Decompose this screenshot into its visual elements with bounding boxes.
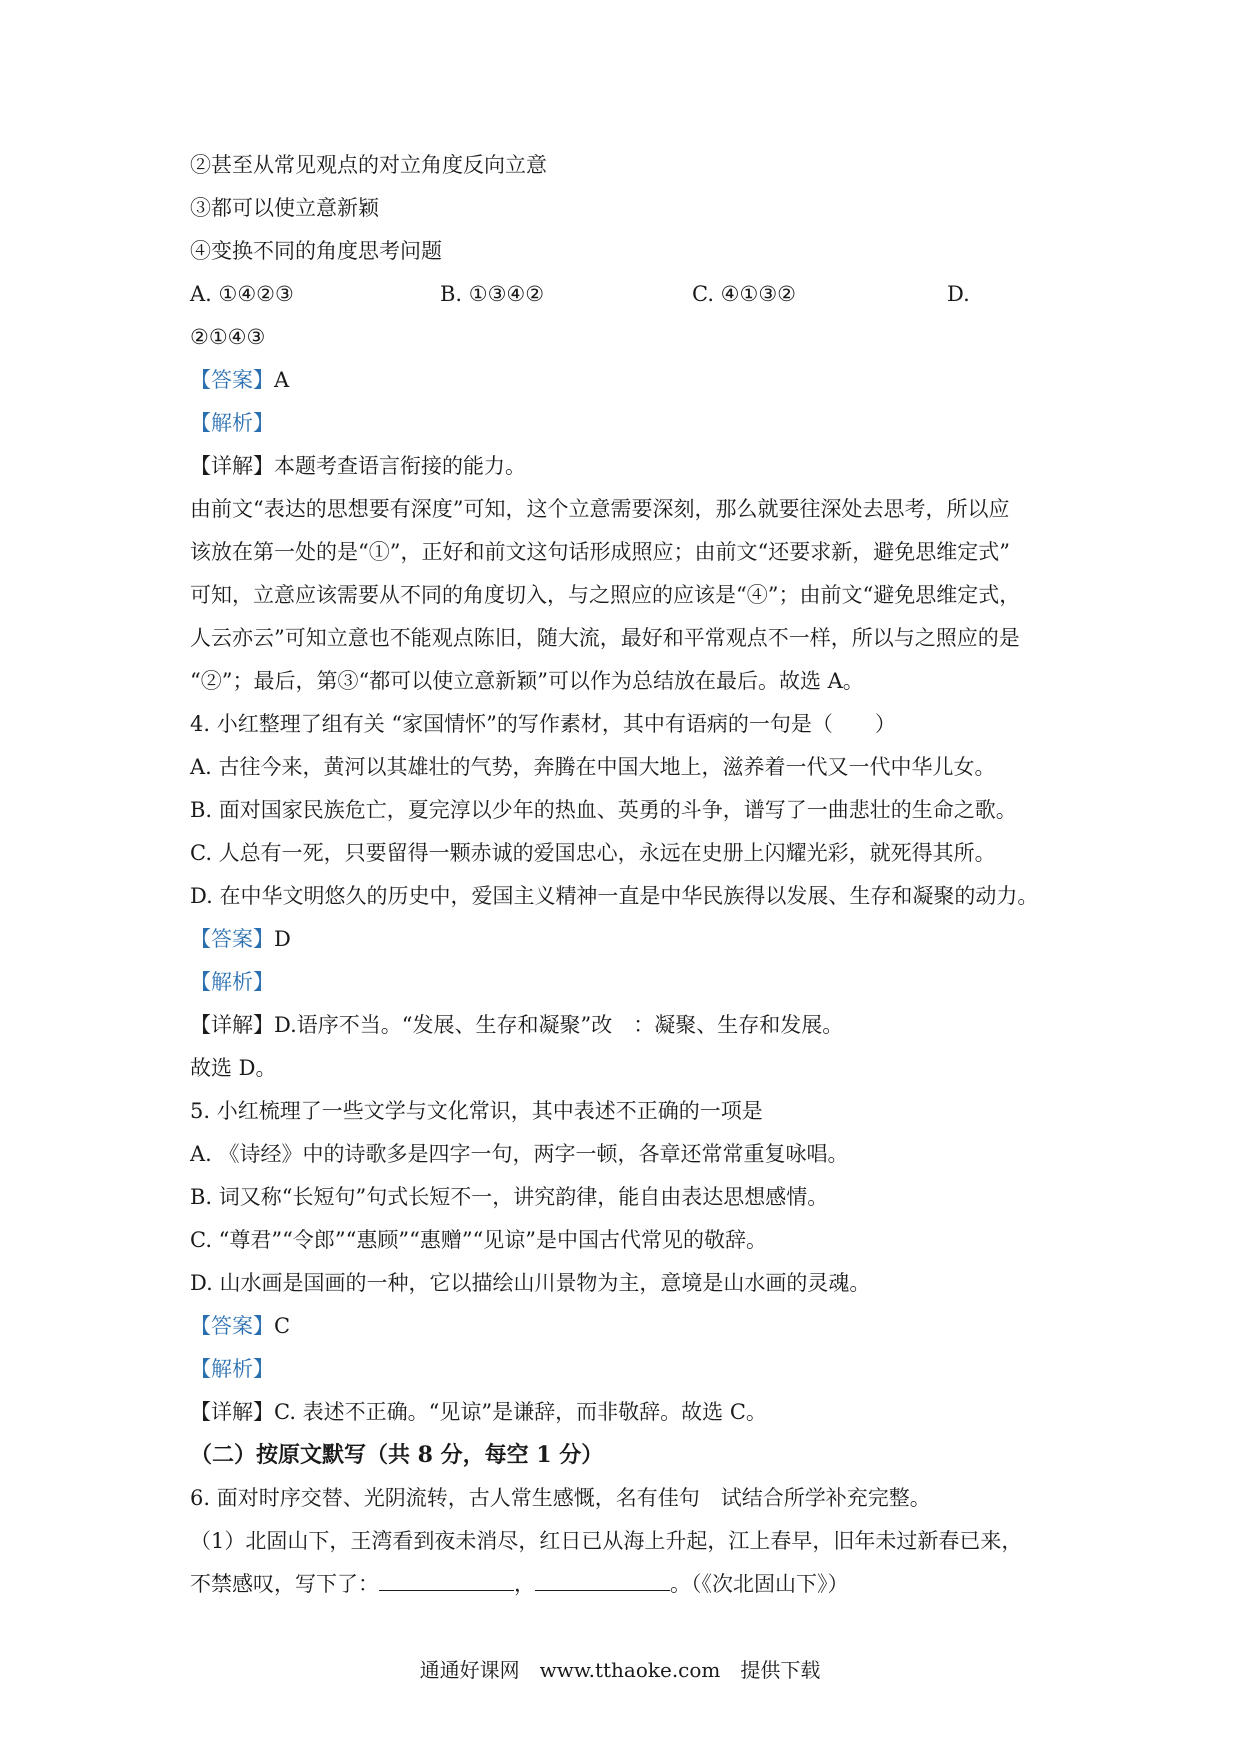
q6-sub1-line2 — [190, 1569, 1070, 1599]
q3-answer — [190, 365, 1070, 395]
q5-stem: 5. 小红梳理了一些文学与文化常识，其中表述不正确的一项是 — [190, 1099, 763, 1123]
q6-stem: 6. 面对时序交替、光阴流转，古人常生感慨，名有佳句 试结合所学补充完整。 — [190, 1486, 931, 1510]
detail-text: C. 表述不正确。“见谅”是谦辞，而非敬辞。故选 C。 — [274, 1400, 767, 1424]
detail-tag: 【详解】 — [190, 454, 274, 478]
q4-option-d: D. 在中华文明悠久的历史中，爱国主义精神一直是中华民族得以发展、生存和凝聚的动力。 — [190, 884, 1039, 908]
q4-analysis-tag: 【解析】 — [190, 970, 274, 994]
q5-answer — [190, 1311, 1070, 1341]
q6-sub1-line1: （1）北固山下，王湾看到夜未消尽，红日已从海上升起，江上春早，旧年未过新春已来， — [190, 1529, 1023, 1553]
q3-option-c: C. ④①③② — [692, 282, 796, 306]
detail-tag: 【详解】 — [190, 1400, 274, 1424]
q5-option-c: C. “尊君”“令郎”“惠顾”“惠赠”“见谅”是中国古代常见的敬辞。 — [190, 1228, 768, 1252]
answer-tag: 【答案】 — [190, 927, 274, 951]
q3-option-a: A. ①④②③ — [190, 282, 294, 306]
q5-detail — [190, 1397, 1070, 1427]
q4-conclusion: 故选 D。 — [190, 1056, 277, 1080]
q3-detail-line: “②”；最后，第③“都可以使立意新颖”可以作为总结放在最后。故选 A。 — [190, 669, 864, 693]
q3-analysis-tag: 【解析】 — [190, 411, 274, 435]
answer-blank[interactable] — [535, 1570, 670, 1591]
q4-detail — [190, 1010, 1070, 1040]
answer-value: A — [274, 368, 290, 392]
q3-option-d-continued: ②①④③ — [190, 325, 266, 349]
q3-detail — [190, 451, 1070, 481]
q3-detail-line: 该放在第一处的是“①”，正好和前文这句话形成照应；由前文“还要求新，避免思维定式” — [190, 540, 1010, 564]
q6-sub1-suffix: 。（《次北固山下》） — [670, 1572, 849, 1596]
q4-option-c: C. 人总有一死，只要留得一颗赤诚的爱国忠心，永远在史册上闪耀光彩，就死得其所。 — [190, 841, 996, 865]
detail-tag: 【详解】 — [190, 1013, 274, 1037]
q5-option-b: B. 词又称“长短句”句式长短不一，讲究韵律，能自由表达思想感情。 — [190, 1185, 829, 1209]
q5-analysis-tag: 【解析】 — [190, 1357, 274, 1381]
section-heading: （二）按原文默写（共 8 分，每空 1 分） — [190, 1442, 604, 1468]
q6-sub1-sep: ， — [514, 1572, 535, 1596]
page-footer: 通通好课网 www.tthaoke.com 提供下载 — [419, 1658, 821, 1682]
q4-stem: 4. 小红整理了组有关 “家国情怀”的写作素材，其中有语病的一句是（ ） — [190, 712, 896, 736]
q4-option-a: A. 古往今来，黄河以其雄壮的气势，奔腾在中国大地上，滋养着一代又一代中华儿女。 — [190, 755, 996, 779]
answer-blank[interactable] — [379, 1570, 514, 1591]
q3-item-2: ②甚至从常见观点的对立角度反向立意 — [190, 153, 547, 177]
q5-option-a: A. 《诗经》中的诗歌多是四字一句，两字一顿，各章还常常重复咏唱。 — [190, 1142, 849, 1166]
q5-option-d: D. 山水画是国画的一种，它以描绘山川景物为主，意境是山水画的灵魂。 — [190, 1271, 871, 1295]
detail-text: 本题考查语言衔接的能力。 — [274, 454, 526, 478]
answer-tag: 【答案】 — [190, 368, 274, 392]
q6-sub1-prefix: 不禁感叹，写下了： — [190, 1572, 379, 1596]
q3-detail-line: 由前文“表达的思想要有深度”可知，这个立意需要深刻，那么就要往深处去思考，所以应 — [190, 497, 1010, 521]
answer-value: D — [274, 927, 291, 951]
q3-detail-line: 可知，立意应该需要从不同的角度切入，与之照应的应该是“④”；由前文“避免思维定式， — [190, 583, 1021, 607]
q4-option-b: B. 面对国家民族危亡，夏完淳以少年的热血、英勇的斗争，谱写了一曲悲壮的生命之歌。 — [190, 798, 1017, 822]
q3-option-b: B. ①③④② — [440, 282, 545, 306]
q3-option-d: D. — [947, 282, 970, 306]
q3-item-3: ③都可以使立意新颖 — [190, 196, 379, 220]
q3-detail-line: 人云亦云”可知立意也不能观点陈旧，随大流，最好和平常观点不一样，所以与之照应的是 — [190, 626, 1020, 650]
q4-answer — [190, 924, 1070, 954]
detail-text: D.语序不当。“发展、生存和凝聚”改 ：凝聚、生存和发展。 — [274, 1013, 844, 1037]
q3-item-4: ④变换不同的角度思考问题 — [190, 239, 442, 263]
answer-value: C — [274, 1314, 291, 1338]
answer-tag: 【答案】 — [190, 1314, 274, 1338]
